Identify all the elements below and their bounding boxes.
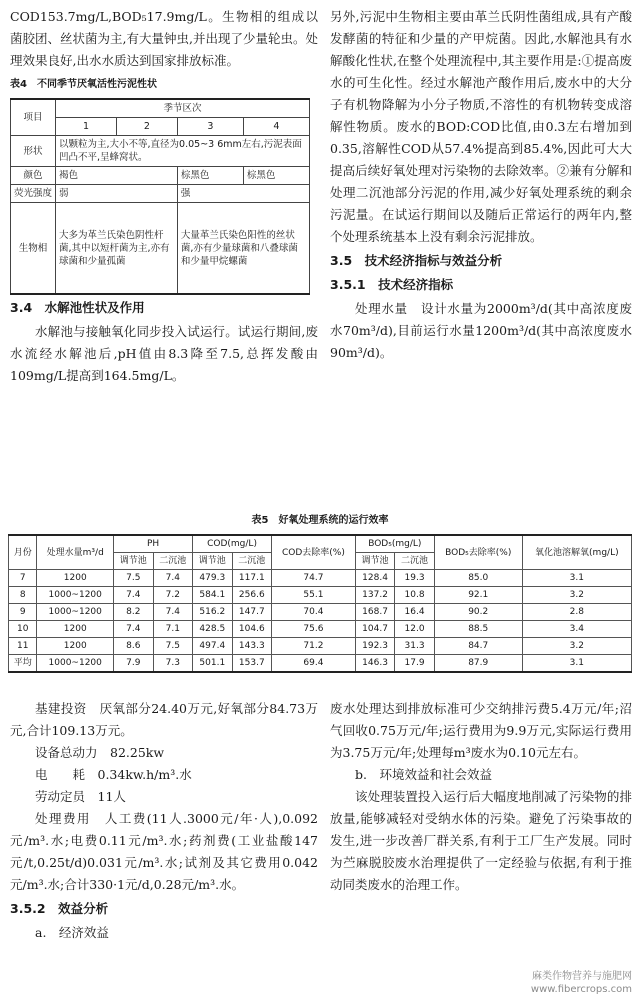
table5-header-cod: COD(mg/L) [193, 535, 272, 553]
right-column [330, 6, 632, 364]
bottom-right-column [330, 698, 632, 896]
table5-cell-codr: 55.1 [272, 587, 356, 604]
table4-header-season: 季节区次 [56, 99, 310, 118]
table5-cell-bod1: 137.2 [355, 587, 395, 604]
table5-cell-month: 9 [9, 604, 37, 621]
table5-cell-month: 7 [9, 570, 37, 587]
table5-cell-codr: 70.4 [272, 604, 356, 621]
table5-sub-adj: 调节池 [193, 553, 233, 570]
table5-cell-bodr: 87.9 [434, 655, 522, 673]
table4-color-4: 棕黑色 [243, 167, 309, 185]
section-3-5-2-title: 3.5.2 效益分析 [10, 901, 109, 916]
table4-fluor-3: 强 [177, 185, 309, 203]
table4-header-project: 项目 [11, 99, 56, 136]
table5-sub-adj: 调节池 [355, 553, 395, 570]
table5-cell-bod1: 168.7 [355, 604, 395, 621]
table5-cell-bod2: 12.0 [395, 621, 435, 638]
table5-sub-sec: 二沉池 [232, 553, 272, 570]
table5-header-ph: PH [114, 535, 193, 553]
table5-sub-sec: 二沉池 [153, 553, 193, 570]
table5-cell-bod2: 17.9 [395, 655, 435, 673]
table5-cell-codr: 71.2 [272, 638, 356, 655]
section-3-4-title: 3.4 水解池性状及作用 [10, 300, 145, 315]
paragraph-hydrolysis-function: 另外,污泥中生物相主要由革兰氏阴性菌组成,具有产酸发酵菌的特征和少量的产甲烷菌。因此,水解池具有水解酸化性状,在整个处理流程中,其主要作用是:①提高废水的可生化性。经过水解池产酸作用后,废水中的大分子有机物降解为小分子物质,不溶性的有机物转变成溶解性物质。废水的BOD:COD比值,由0.3左右增加到0.35,溶解性COD从57.4%提高到85.4%,因此可大大提高后续好氧处理对污染物的去除效率。②兼有分解和处理二沉池部分污泥的作用,减少好氧处理系统的剩余污泥量。在试运行期间以及随后正常运行的两年内,整个处理系统基本上没有剩余污泥排放。 [330, 9, 632, 244]
table5-cell-ph2: 7.4 [153, 604, 193, 621]
table5-cell-bod2: 16.4 [395, 604, 435, 621]
table-row [9, 621, 632, 638]
paragraph-cod-bod: COD153.7mg/L,BOD₅17.9mg/L。生物相的组成以菌胶团、丝状菌为主,有大量钟虫,并出现了少量轮虫。处理效果良好,出水水质达到国家排放标准。 [10, 9, 318, 68]
table5-header-month: 月份 [9, 535, 37, 570]
table-row [9, 604, 632, 621]
table5-cell-cod2: 117.1 [232, 570, 272, 587]
table5-sub-sec: 二沉池 [395, 553, 435, 570]
table5-cell-ph2: 7.3 [153, 655, 193, 673]
table4-color-label: 颜色 [11, 167, 56, 185]
table4-color-1: 褐色 [56, 167, 178, 185]
section-3-5-1-title: 3.5.1 技术经济指标 [330, 277, 454, 292]
table5-cell-ph2: 7.2 [153, 587, 193, 604]
table4-caption: 表4 不同季节厌氧活性污泥性状 [10, 79, 157, 90]
section-3-4-paragraph: 水解池与接触氧化同步投入试运行。试运行期间,废水流经水解池后,pH值由8.3降至7.5,总挥发酸由109mg/L提高到164.5mg/L。 [10, 324, 318, 383]
table4-bio-1: 大多为革兰氏染色阴性杆菌,其中以短杆菌为主,亦有球菌和少量孤菌 [56, 203, 178, 295]
paragraph-staff: 劳动定员 11人 [35, 789, 126, 804]
table5-cell-cod1: 497.4 [193, 638, 233, 655]
paragraph-electricity: 电 耗 0.34kw.h/m³.水 [35, 767, 192, 782]
table5-header-bod-removal: BOD₅去除率(%) [434, 535, 522, 570]
table-row [9, 638, 632, 655]
bottom-left-column [10, 698, 318, 944]
table4-shape-label: 形状 [11, 136, 56, 167]
table5-cell-bodr: 90.2 [434, 604, 522, 621]
table5-cell-cod1: 501.1 [193, 655, 233, 673]
table4-season-4: 4 [243, 118, 309, 136]
paragraph-investment: 基建投资 厌氧部分24.40万元,好氧部分84.73万元,合计109.13万元。 [10, 701, 318, 738]
paragraph-environmental: 该处理装置投入运行后大幅度地削减了污染物的排放量,能够减轻对受纳水体的污染。避免了污染事故的发生,进一步改善厂群关系,有利于工厂生产发展。同时为苎麻脱胶废水治理提供了一定经验与依据,有利于推动同类废水的治理工作。 [330, 789, 632, 892]
table5-cell-bod1: 192.3 [355, 638, 395, 655]
table5-cell-codr: 74.7 [272, 570, 356, 587]
table5-cell-bod1: 128.4 [355, 570, 395, 587]
watermark [531, 970, 632, 996]
table4-bio-label: 生物相 [11, 203, 56, 295]
table4-season-2: 2 [116, 118, 177, 136]
table5-cell-bod2: 19.3 [395, 570, 435, 587]
table5-cell-bod2: 10.8 [395, 587, 435, 604]
table5-cell-flow: 1200 [37, 638, 114, 655]
table5-block [8, 508, 632, 673]
table4-season-1: 1 [56, 118, 117, 136]
table5-cell-flow: 1000~1200 [37, 655, 114, 673]
table5-header-cod-removal: COD去除率(%) [272, 535, 356, 570]
table5-cell-codr: 69.4 [272, 655, 356, 673]
table-row [9, 570, 632, 587]
table5-cell-month: 平均 [9, 655, 37, 673]
table5-cell-bod1: 104.7 [355, 621, 395, 638]
table-row [9, 587, 632, 604]
table5-cell-flow: 1200 [37, 621, 114, 638]
table5-cell-cod1: 479.3 [193, 570, 233, 587]
subsection-a-title: a. 经济效益 [35, 925, 109, 940]
table5-cell-month: 11 [9, 638, 37, 655]
table5-cell-ph2: 7.4 [153, 570, 193, 587]
section-3-5-title: 3.5 技术经济指标与效益分析 [330, 253, 503, 268]
table5-cell-ph2: 7.5 [153, 638, 193, 655]
subsection-b-title: b. 环境效益和社会效益 [355, 767, 492, 782]
table5-cell-month: 10 [9, 621, 37, 638]
table5-cell-cod2: 104.6 [232, 621, 272, 638]
table5-cell-cod2: 143.3 [232, 638, 272, 655]
table5-cell-month: 8 [9, 587, 37, 604]
table4-fluor-label: 荧光强度 [11, 185, 56, 203]
table5-cell-cod1: 516.2 [193, 604, 233, 621]
table5-cell-bodr: 92.1 [434, 587, 522, 604]
table5-cell-cod1: 584.1 [193, 587, 233, 604]
table5-cell-do: 3.2 [522, 638, 631, 655]
table5-header-do: 氧化池溶解氧(mg/L) [522, 535, 631, 570]
table5-header-bod: BOD₅(mg/L) [355, 535, 434, 553]
table5-cell-flow: 1200 [37, 570, 114, 587]
table5 [8, 534, 632, 673]
table5-cell-ph2: 7.1 [153, 621, 193, 638]
paragraph-power: 设备总动力 82.25kw [35, 745, 165, 760]
table5-cell-ph1: 7.9 [114, 655, 154, 673]
table4-fluor-1: 弱 [56, 185, 178, 203]
table5-cell-do: 3.1 [522, 570, 631, 587]
table5-cell-ph1: 7.5 [114, 570, 154, 587]
table5-cell-cod1: 428.5 [193, 621, 233, 638]
table5-cell-do: 3.1 [522, 655, 631, 673]
table5-cell-cod2: 256.6 [232, 587, 272, 604]
table5-cell-cod2: 147.7 [232, 604, 272, 621]
watermark-line1: 麻类作物营养与施肥网 [532, 971, 632, 982]
table5-cell-do: 2.8 [522, 604, 631, 621]
table5-cell-bodr: 85.0 [434, 570, 522, 587]
table5-cell-bod1: 146.3 [355, 655, 395, 673]
table5-sub-adj: 调节池 [114, 553, 154, 570]
table5-cell-bod2: 31.3 [395, 638, 435, 655]
table5-cell-bodr: 84.7 [434, 638, 522, 655]
table5-cell-ph1: 8.6 [114, 638, 154, 655]
table4-color-3: 棕黑色 [177, 167, 243, 185]
table-row [9, 655, 632, 673]
table5-cell-ph1: 7.4 [114, 587, 154, 604]
table5-header-flow: 处理水量m³/d [37, 535, 114, 570]
table4-bio-3: 大量革兰氏染色阳性的丝状菌,亦有少量球菌和八叠球菌和少量甲烷螺菌 [177, 203, 309, 295]
table5-cell-do: 3.2 [522, 587, 631, 604]
table5-cell-flow: 1000~1200 [37, 604, 114, 621]
table5-cell-flow: 1000~1200 [37, 587, 114, 604]
paragraph-savings: 废水处理达到排放标准可少交纳排污费5.4万元/年;沼气回收0.75万元/年;运行费用为9.9万元,实际运行费用为3.75万元/年;处理每m³废水为0.10元左右。 [330, 701, 632, 760]
paragraph-water-volume: 处理水量 设计水量为2000m³/d(其中高浓度废水70m³/d),目前运行水量1200m³/d(其中高浓度废水90m³/d)。 [330, 301, 632, 360]
table4-season-3: 3 [177, 118, 243, 136]
paragraph-cost: 处理费用 人工费(11人.3000元/年·人),0.092元/m³.水;电费0.11元/m³.水;药剂费(工业盐酸147元/t,0.25t/d)0.031元/m³.水;试剂及其它费用0.042元/m³.水;合计330·1元/d,0.28元/m³.水。 [10, 811, 318, 892]
left-column [10, 6, 318, 387]
table5-caption: 表5 好氧处理系统的运行效率 [251, 515, 389, 526]
table5-cell-cod2: 153.7 [232, 655, 272, 673]
table5-cell-codr: 75.6 [272, 621, 356, 638]
table4 [10, 98, 310, 295]
table5-cell-bodr: 88.5 [434, 621, 522, 638]
table5-cell-ph1: 7.4 [114, 621, 154, 638]
table5-cell-do: 3.4 [522, 621, 631, 638]
table4-shape-text: 以颗粒为主,大小不等,直径为0.05~3 6mm左右,污泥表面凹凸不平,呈蜂窝状。 [56, 136, 310, 167]
watermark-line2: www.fibercrops.com [530, 984, 632, 995]
table5-cell-ph1: 8.2 [114, 604, 154, 621]
